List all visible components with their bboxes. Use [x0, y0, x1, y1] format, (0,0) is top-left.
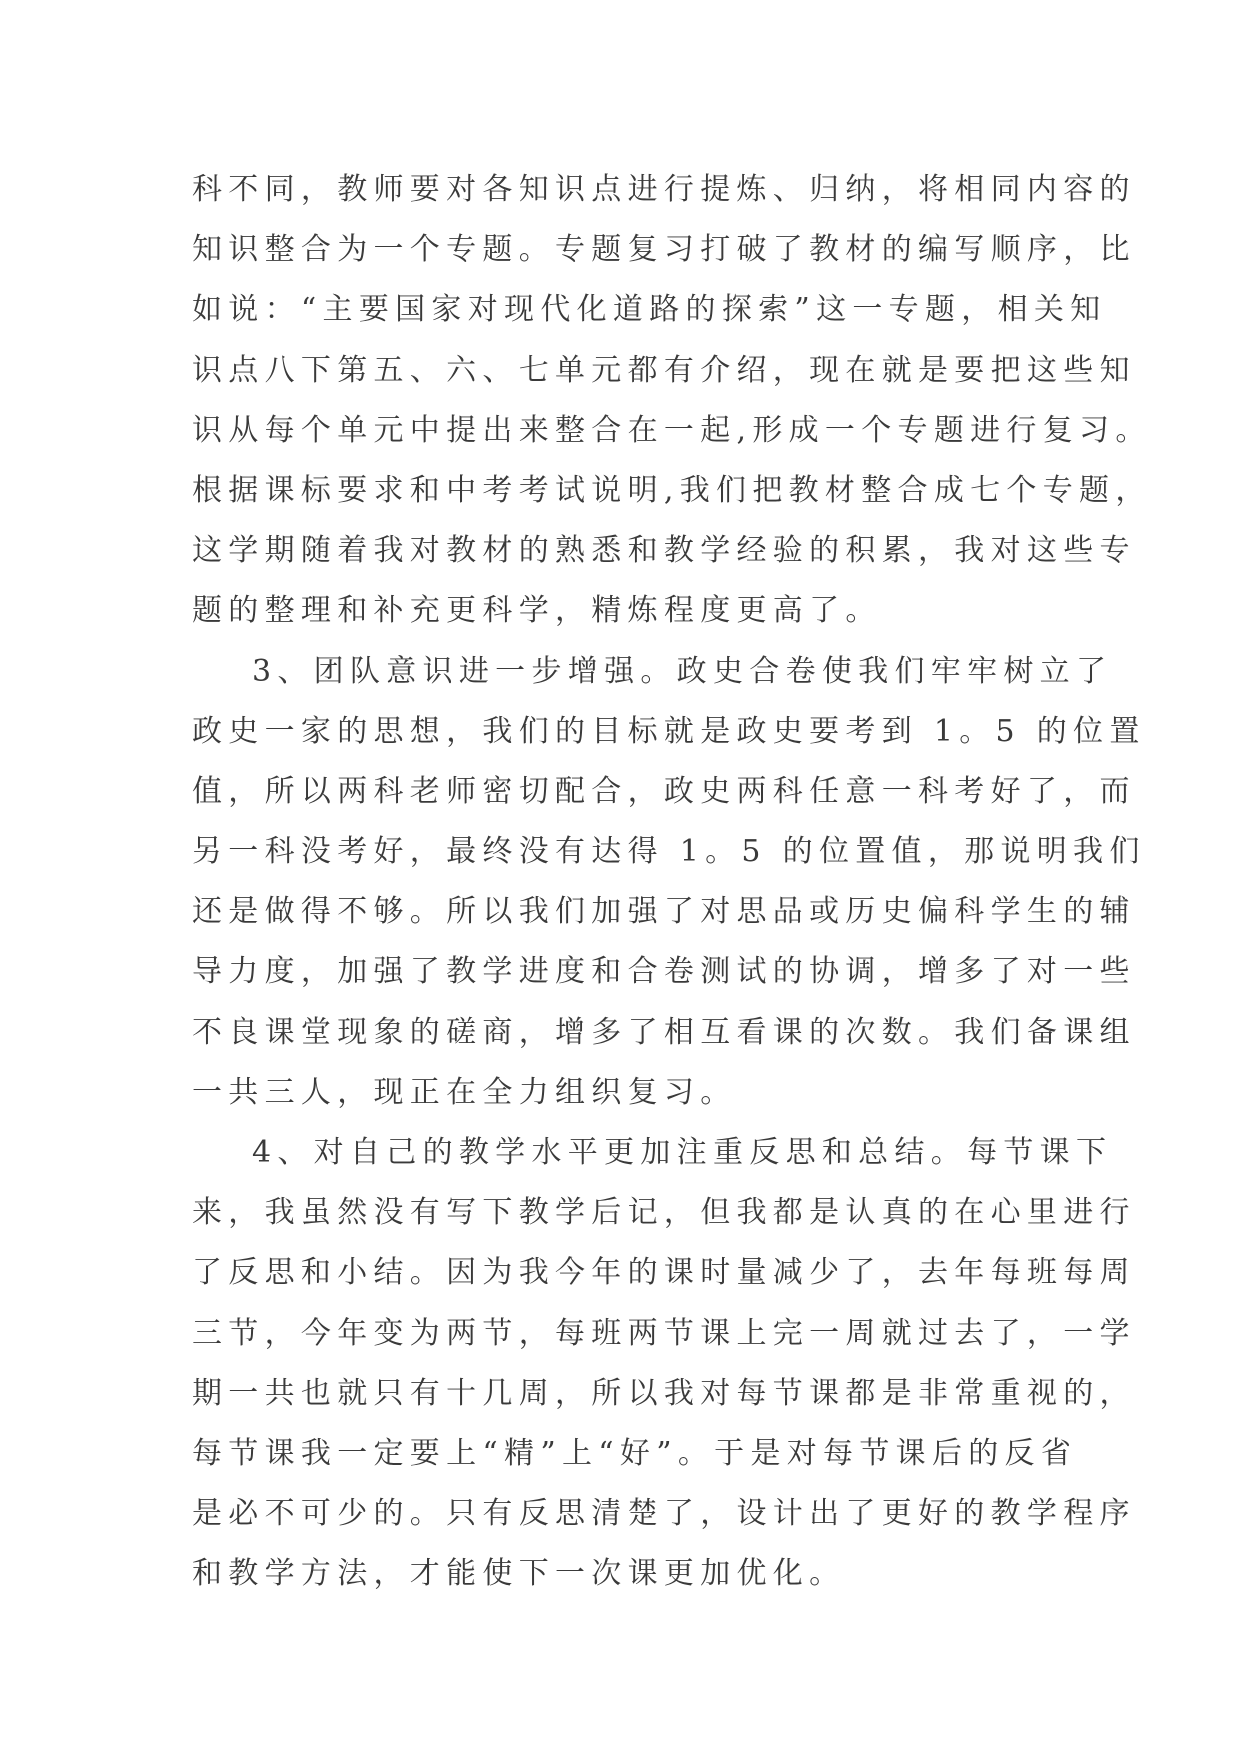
text-line: 是必不可少的。只有反思清楚了，设计出了更好的教学程序 [192, 1496, 1136, 1532]
text-line: 导力度，加强了教学进度和合卷测试的协调，增多了对一些 [192, 954, 1136, 990]
text-line: 识从每个单元中提出来整合在一起,形成一个专题进行复习。 [192, 412, 1152, 448]
paragraph-1 [192, 160, 1152, 642]
text-line: 3、团队意识进一步增强。政史合卷使我们牢牢树立了 [252, 653, 1113, 689]
text-line: 了反思和小结。因为我今年的课时量减少了，去年每班每周 [192, 1255, 1136, 1291]
text-line: 根据课标要求和中考考试说明,我们把教材整合成七个专题， [192, 472, 1152, 508]
paragraph-2 [192, 642, 1146, 1124]
text-line: 这学期随着我对教材的熟悉和教学经验的积累，我对这些专 [192, 533, 1136, 569]
text-line: 4、对自己的教学水平更加注重反思和总结。每节课下 [252, 1135, 1113, 1170]
text-line: 如说：“主要国家对现代化道路的探索”这一专题，相关知 [192, 292, 1107, 328]
text-line: 一共三人，现正在全力组织复习。 [192, 1074, 737, 1110]
paragraph-3 [192, 1123, 1136, 1605]
text-line: 和教学方法，才能使下一次课更加优化。 [192, 1556, 846, 1592]
text-line: 每节课我一定要上“精”上“好”。于是对每节课后的反省 [192, 1435, 1078, 1471]
text-line: 不良课堂现象的磋商，增多了相互看课的次数。我们备课组 [192, 1014, 1136, 1050]
text-line: 识点八下第五、六、七单元都有介绍，现在就是要把这些知 [192, 352, 1136, 388]
text-line: 三节，今年变为两节，每班两节课上完一周就过去了，一学 [192, 1315, 1136, 1351]
text-line: 来，我虽然没有写下教学后记，但我都是认真的在心里进行 [192, 1195, 1136, 1231]
text-line: 期一共也就只有十几周，所以我对每节课都是非常重视的， [192, 1375, 1136, 1411]
text-line: 另一科没考好，最终没有达得 1。5 的位置值，那说明我们 [192, 834, 1146, 870]
text-line: 政史一家的思想，我们的目标就是政史要考到 1。5 的位置 [192, 713, 1146, 749]
document-body [192, 160, 1152, 1605]
text-line: 知识整合为一个专题。专题复习打破了教材的编写顺序，比 [192, 232, 1136, 268]
text-line: 还是做得不够。所以我们加强了对思品或历史偏科学生的辅 [192, 894, 1136, 930]
text-line: 科不同，教师要对各知识点进行提炼、归纳，将相同内容的 [192, 172, 1136, 207]
text-line: 值，所以两科老师密切配合，政史两科任意一科考好了，而 [192, 773, 1136, 809]
text-line: 题的整理和补充更科学，精炼程度更高了。 [192, 593, 882, 629]
